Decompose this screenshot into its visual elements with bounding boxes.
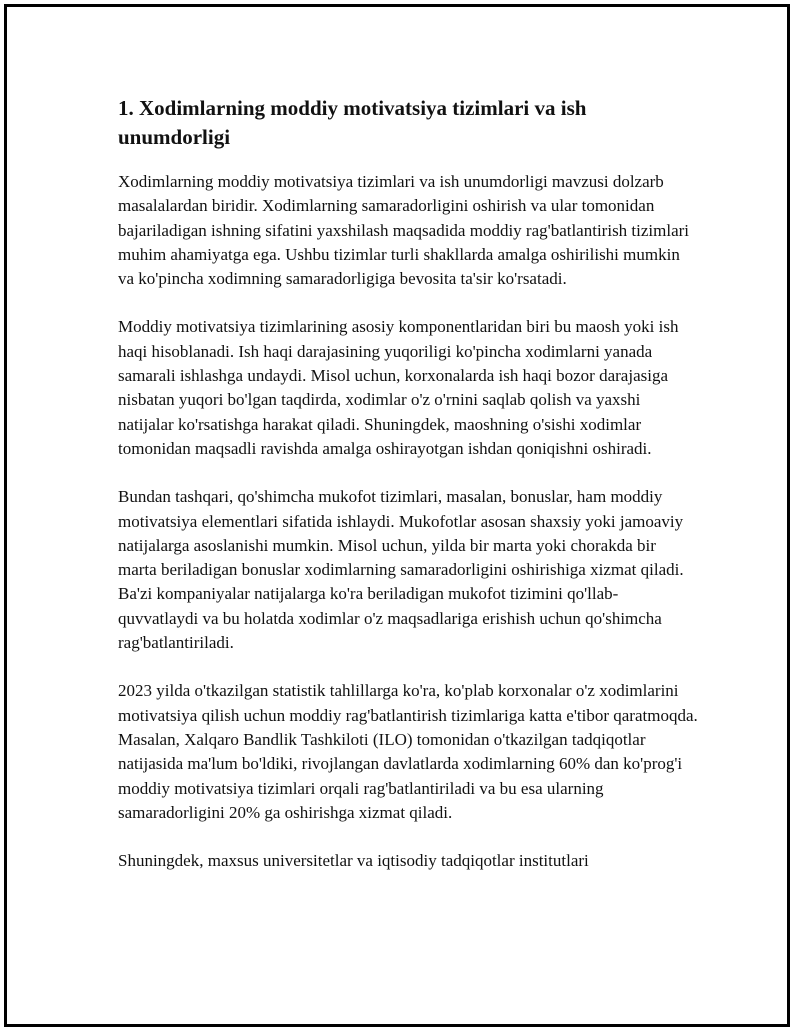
paragraph-3: Bundan tashqari, qo'shimcha mukofot tizimlari, masalan, bonuslar, ham moddiy motivatsiya elementlari sifatida ishlaydi. Mukofotlar asosan shaxsiy yoki jamoaviy natijalarga asoslanishi mumkin. Misol uchun, yilda bir marta yoki chorakda bir marta beriladigan bonuslar xodimlarning samaradorligini oshirishiga xizmat qiladi. Ba'zi kompaniyalar natijalarga ko'ra beriladigan mukofot tizimini qo'llab-quvvatlaydi va bu holatda xodimlar o'z maqsadlariga erishish uchun qo'shimcha rag'batlantiriladi. <box>118 487 684 653</box>
section-heading: 1. Xodimlarning moddiy motivatsiya tizimlari va ish unumdorligi <box>118 96 587 149</box>
paragraph-1: Xodimlarning moddiy motivatsiya tizimlari va ish unumdorligi mavzusi dolzarb masalalardan biridir. Xodimlarning samaradorligini oshirish va ular tomonidan bajariladigan ishning sifatini yaxshilash maqsadida moddiy rag'batlantirish tizimlari muhim ahamiyatga ega. Ushbu tizimlar turli shakllarda amalga oshirilishi mumkin va ko'pincha xodimning samaradorligiga bevosita ta'sir ko'rsatadi. <box>118 172 690 289</box>
paragraph-5: Shuningdek, maxsus universitetlar va iqtisodiy tadqiqotlar institutlari <box>118 851 589 871</box>
paragraph-2: Moddiy motivatsiya tizimlarining asosiy komponentlaridan biri bu maosh yoki ish haqi hisoblanadi. Ish haqi darajasining yuqoriligi ko'pincha xodimlarni yanada samarali ishlashga undaydi. Misol uchun, korxonalarda ish haqi bozor darajasiga nisbatan yuqori bo'lgan taqdirda, xodimlar o'z o'rnini saqlab qolish va yaxshi natijalar ko'rsatishga harakat qiladi. Shuningdek, maoshning o'sishi xodimlar tomonidan maqsadli ravishda amalga oshirayotgan ishdan qoniqishni oshiradi. <box>118 317 679 458</box>
document-body <box>118 94 698 897</box>
paragraph-4: 2023 yilda o'tkazilgan statistik tahlillarga ko'ra, ko'plab korxonalar o'z xodimlarini motivatsiya qilish uchun moddiy rag'batlantirish tizimlariga katta e'tibor qaratmoqda. Masalan, Xalqaro Bandlik Tashkiloti (ILO) tomonidan o'tkazilgan tadqiqotlar natijasida ma'lum bo'ldiki, rivojlangan davlatlarda xodimlarning 60% dan ko'prog'i moddiy motivatsiya tizimlari orqali rag'batlantiriladi va bu esa ularning samaradorligini 20% ga oshirishga xizmat qiladi. <box>118 681 698 822</box>
